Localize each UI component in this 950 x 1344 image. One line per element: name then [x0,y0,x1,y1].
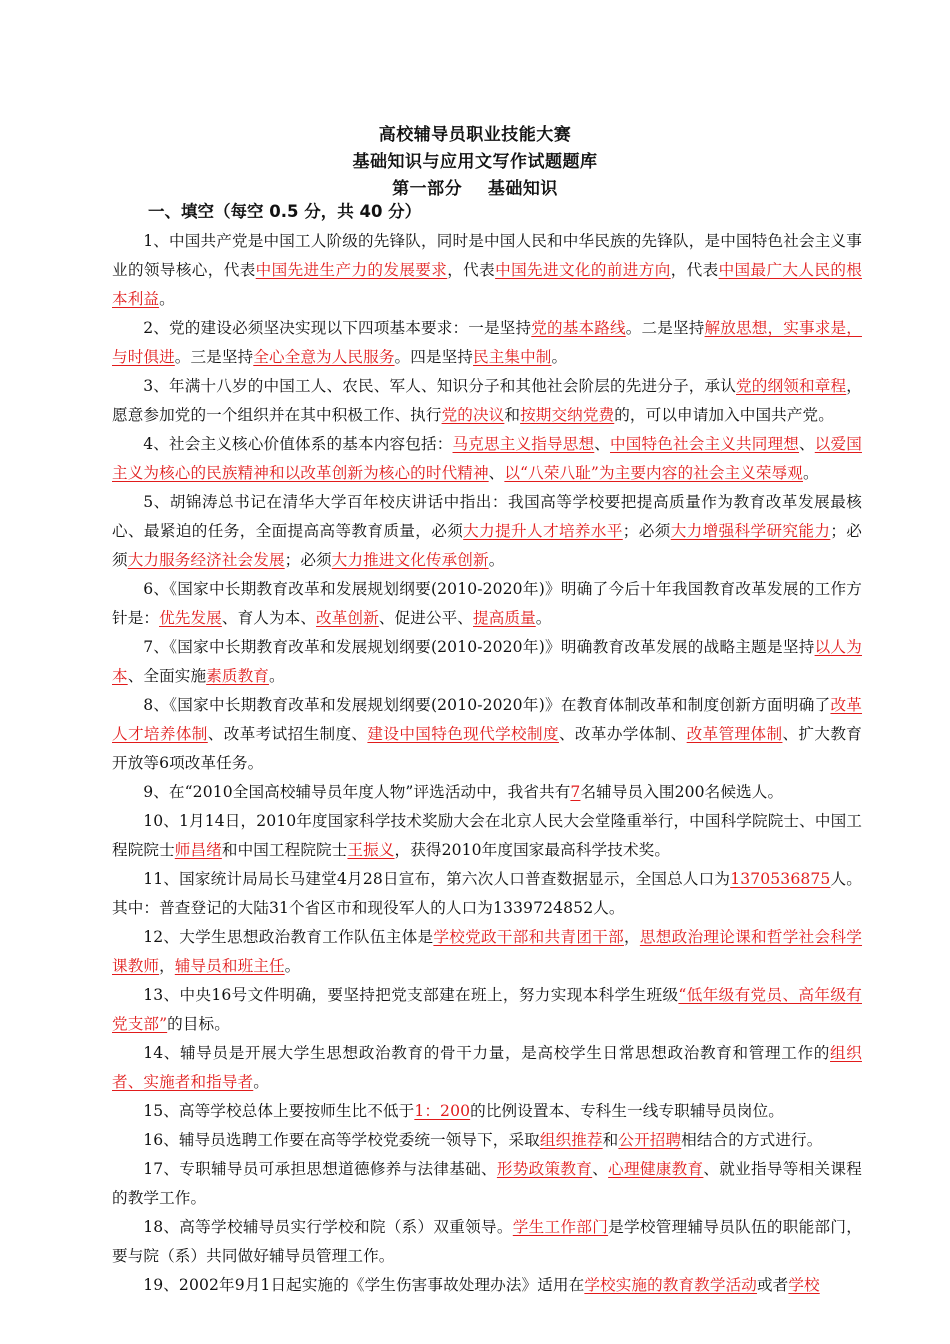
answer-text: 民主集中制 [473,348,552,366]
question-item [112,314,862,372]
answer-text: 大力提升人才培养水平 [463,522,623,540]
question-text: 。 [268,667,285,685]
question-item [112,372,862,430]
answer-text: 改革创新 [316,609,379,627]
answer-text: 党的决议 [441,406,505,424]
answer-text: 思想政治理论课和哲学社会科学课教师 [112,928,863,975]
question-text: 。 [159,290,175,308]
question-text: 。 [253,1073,269,1091]
answer-text: 素质教育 [206,667,269,685]
answer-text: 中国先进生产力的发展要求 [255,261,448,279]
question-text: 3、年满十八岁的中国工人、农民、军人、知识分子和其他社会阶层的先进分子，承认 [143,377,737,395]
answer-text: 学校党政干部和共青团干部 [433,928,624,946]
answer-text: 学校 [788,1276,820,1294]
question-item [112,430,862,488]
answer-text: 1370536875 [730,870,831,888]
question-text: 和 [602,1131,619,1149]
answer-text: 马克思主义指导思想 [452,435,595,453]
question-text: 、改革办学体制、 [558,725,687,743]
question-text: 13、中央16号文件明确，要坚持把党支部建在班上，努力实现本科学生班级 [143,986,679,1004]
question-text: 或者 [756,1276,789,1294]
question-text: ， [159,957,175,975]
answer-text: 学生工作部门 [512,1218,609,1236]
answer-text: 按期交纳党费 [520,406,615,424]
question-text: ；必须 [284,551,332,569]
question-text: ；必须 [622,522,671,540]
question-text: 的目标。 [167,1015,230,1033]
answer-text: 形势政策教育 [496,1160,593,1178]
question-text: ，代表 [670,261,719,279]
question-text: 15、高等学校总体上要按师生比不低于 [143,1102,415,1120]
question-text: 6、《国家中长期教育改革和发展规划纲要(2010-2020年)》明确了今后十年我国教育改革发展的工作方针是： [112,580,862,627]
question-item [112,691,862,778]
question-text: ，代表 [447,261,496,279]
answer-text: 解放思想，实事求是，与时俱进 [112,319,862,366]
answer-text: 中国特色社会主义共同理想 [610,435,800,453]
answer-text: 优先发展 [159,609,222,627]
question-text: 、改革考试招生制度、 [207,725,368,743]
answer-text: 建设中国特色现代学校制度 [367,725,559,743]
answer-text: 1：200 [414,1102,471,1120]
question-item [112,1039,862,1097]
question-item [112,778,862,807]
question-text: 7、《国家中长期教育改革和发展规划纲要(2010-2020年)》明确教育改革发展的战略主题是坚持 [143,638,815,656]
question-text: 的比例设置本、专科生一线专职辅导员岗位。 [470,1102,785,1120]
question-text: 。 [284,957,301,975]
question-item [112,1126,862,1155]
question-text: 、 [592,1160,609,1178]
question-text: 。 [803,464,819,482]
question-text: ；必须 [112,522,862,569]
question-text: 14、辅导员是开展大学生思想政治教育的骨干力量，是高校学生日常思想政治教育和管理工作的 [143,1044,831,1062]
question-text: 8、《国家中长期教育改革和发展规划纲要(2010-2020年)》在教育体制改革和制度创新方面明确了 [143,696,831,714]
answer-text: 辅导员和班主任 [174,957,285,975]
question-text: 16、辅导员选聘工作要在高等学校党委统一领导下，采取 [143,1131,540,1149]
question-item [112,227,862,314]
question-text: 、育人为本、 [221,609,317,627]
question-text: 。二是坚持 [625,319,705,337]
answer-text: 心理健康教育 [608,1160,704,1178]
question-text: 11、国家统计局局长马建堂4月28日宣布，第六次人口普查数据显示，全国总人口为 [143,870,731,888]
question-item [112,923,862,981]
document-subtitle: 基础知识与应用文写作试题题库 [352,152,598,172]
answer-text: 提高质量 [473,609,536,627]
question-text: 。三是坚持 [174,348,254,366]
answer-text: 组织推荐 [539,1131,603,1149]
question-item [112,1213,862,1271]
question-item [112,1271,862,1300]
question-text: 1、中国共产党是中国工人阶级的先锋队，同时是中国人民和中华民族的先锋队，是中国特色社会主义事业的领导核心，代表 [112,232,862,279]
question-text: ，愿意参加党的一个组织并在其中积极工作、执行 [112,377,862,424]
part-heading: 第一部分 基础知识 [392,179,558,199]
answer-text: 学校实施的教育教学活动 [584,1276,757,1294]
question-text: 。 [535,609,552,627]
question-text: 12、大学生思想政治教育工作队伍主体是 [143,928,434,946]
question-item [112,1155,862,1213]
answer-text: 王振义 [347,841,395,859]
question-text: 。 [488,551,505,569]
question-text: 17、专职辅导员可承担思想道德修养与法律基础、 [143,1160,497,1178]
question-text: 19、2002年9月1日起实施的《学生伤害事故处理办法》适用在 [143,1276,585,1294]
question-text: 。四是坚持 [394,348,473,366]
question-text: 2、党的建设必须坚决实现以下四项基本要求：一是坚持 [143,319,532,337]
document-title: 高校辅导员职业技能大赛 [378,125,572,145]
question-text: 是学校管理辅导员队伍的职能部门，要与院（系）共同做好辅导员管理工作。 [112,1218,862,1265]
question-text: ， [623,928,640,946]
question-text: 、扩大教育开放等6项改革任务。 [112,725,862,772]
question-list [112,227,862,1300]
answer-text: 以“八荣八耻”为主要内容的社会主义荣辱观 [504,464,803,482]
question-item [112,865,862,923]
answer-text: 改革管理体制 [686,725,783,743]
question-text: 名辅导员入围200名候选人。 [580,783,784,801]
document-titles [0,122,950,203]
answer-text: 中国先进文化的前进方向 [495,261,671,279]
answer-text: “低年级有党员、高年级有党支部” [112,986,862,1033]
answer-text: 全心全意为人民服务 [253,348,395,366]
question-text: 10、1月14日，2010年度国家科学技术奖励大会在北京人民大会堂隆重举行，中国科学院院士、中国工程院院士 [112,812,862,859]
section-heading: 一、填空（每空 0.5 分，共 40 分） [148,202,422,221]
answer-text: 党的基本路线 [531,319,626,337]
answer-text: 7 [570,783,581,801]
question-text: 的，可以申请加入中国共产党。 [614,406,834,424]
question-text: ，获得2010年度国家最高科学技术奖。 [394,841,671,859]
question-text: 9、在“2010全国高校辅导员年度人物”评选活动中，我省共有 [143,783,571,801]
answer-text: 组织者、实施者和指导者 [112,1044,862,1091]
answer-text: 改革人才培养体制 [112,696,863,743]
answer-text: 公开招聘 [618,1131,682,1149]
question-item [112,575,862,633]
question-text: 5、胡锦涛总书记在清华大学百年校庆讲话中指出：我国高等学校要把提高质量作为教育改革发展最核心、最紧迫的任务，全面提高高等教育质量，必须 [112,493,862,540]
question-item [112,633,862,691]
answer-text: 师昌绪 [174,841,222,859]
question-item [112,981,862,1039]
answer-text: 中国最广大人民的根本利益 [112,261,862,308]
question-text: 人。其中：普查登记的大陆31个省区市和现役军人的人口为1339724852人。 [112,870,862,917]
answer-text: 大力推进文化传承创新 [331,551,489,569]
question-text: 和中国工程院院士 [221,841,348,859]
answer-text: 大力增强科学研究能力 [670,522,831,540]
question-text: 、 [488,464,505,482]
question-text: 、就业指导等相关课程的教学工作。 [112,1160,862,1207]
question-text: 、全面实施 [127,667,207,685]
answer-text: 以爱国主义为核心的民族精神和以改革创新为核心的时代精神 [112,435,862,482]
question-text: 、 [594,435,611,453]
question-text: 相结合的方式进行。 [681,1131,823,1149]
question-text: 18、高等学校辅导员实行学校和院（系）双重领导。 [143,1218,513,1236]
question-item [112,488,862,575]
answer-text: 大力服务经济社会发展 [127,551,285,569]
question-text: 、 [799,435,815,453]
question-item [112,1097,862,1126]
question-text: 和 [504,406,521,424]
answer-text: 以人为本 [112,638,862,685]
question-text: 。 [551,348,568,366]
question-text: 、促进公平、 [378,609,473,627]
answer-text: 党的纲领和章程 [736,377,847,395]
question-item [112,807,862,865]
question-text: 4、社会主义核心价值体系的基本内容包括： [143,435,453,453]
